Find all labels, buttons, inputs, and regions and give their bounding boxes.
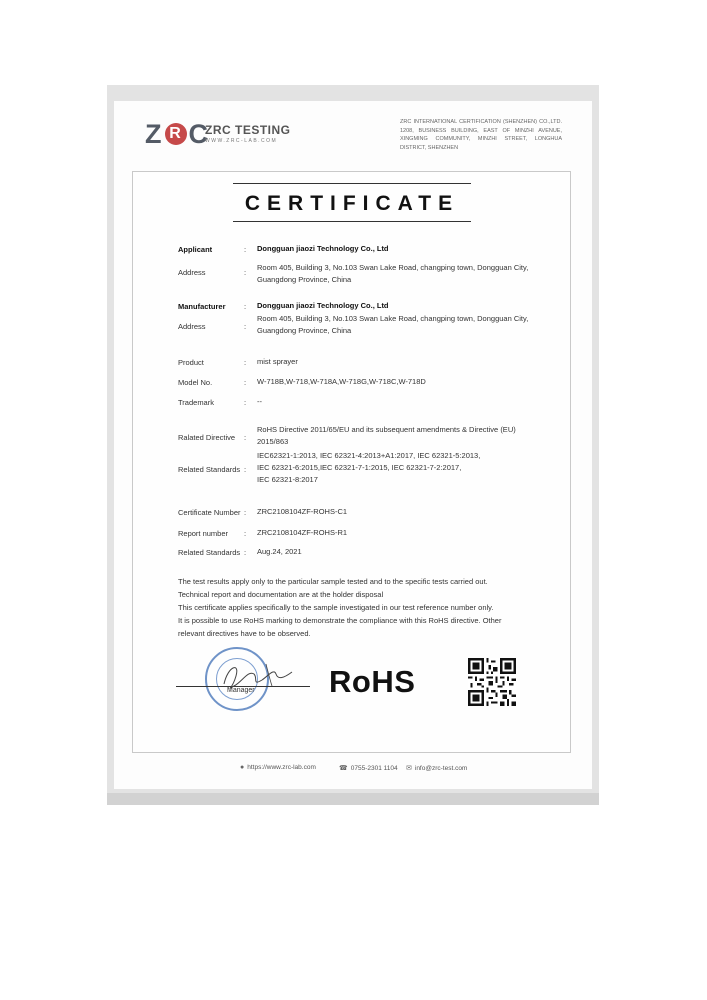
directive-line: 2015/863 xyxy=(257,437,289,446)
statement-line: This certificate applies specifically to the sample investigated in our test reference number only. xyxy=(178,603,494,612)
colon: : xyxy=(244,378,247,387)
colon: : xyxy=(244,508,247,517)
colon: : xyxy=(244,465,247,474)
footer-email-text: info@zrc-test.com xyxy=(414,765,468,772)
title-rule-top xyxy=(233,183,471,184)
colon: : xyxy=(244,398,247,407)
company-website-small: WWW.ZRC-LAB.COM xyxy=(205,138,278,144)
footer-phone-text: 0755-2301 1104 xyxy=(350,765,398,772)
model-value: W-718B,W-718,W-718A,W-718G,W-718C,W-718D xyxy=(257,377,426,386)
manufacturer-value: Dongguan jiaozi Technology Co., Ltd xyxy=(257,301,389,310)
report-number-value: ZRC2108104ZF-ROHS-R1 xyxy=(257,528,348,537)
address-line: Guangdong Province, China xyxy=(257,326,352,335)
statement-line: The test results apply only to the particular sample tested and to the specific tests carried out. xyxy=(178,577,488,586)
product-label: Product xyxy=(178,358,204,367)
statement-line: relevant directives have to be observed. xyxy=(178,629,311,638)
model-label: Model No. xyxy=(178,378,213,387)
company-address: ZRC INTERNATIONAL CERTIFICATION (SHENZHEN) CO.,LTD. 1208, BUSINESS BUILDING, EAST OF MINZHI AVENUE, XINGMING COMMUNITY, MINZHI STREET, LONGHUA DISTRICT, SHENZHEN xyxy=(400,119,562,151)
colon: : xyxy=(244,268,247,277)
manufacturer-label: Manufacturer xyxy=(178,302,226,311)
directive-value xyxy=(257,424,557,448)
date-value: Aug.24, 2021 xyxy=(257,547,302,556)
footer-website xyxy=(240,764,316,771)
standards-line: IEC 62321-6:2015,IEC 62321-7-1:2015, IEC 62321-7-2:2017, xyxy=(257,463,462,472)
statement-line: Technical report and documentation are at the holder disposal xyxy=(178,590,384,599)
colon: : xyxy=(244,322,247,331)
colon: : xyxy=(244,548,247,557)
applicant-address-label: Address xyxy=(178,268,206,277)
colon: : xyxy=(244,302,247,311)
directive-line: RoHS Directive 2011/65/EU and its subsequent amendments & Directive (EU) xyxy=(257,425,516,434)
address-line: Room 405, Building 3, No.103 Swan Lake Road, changping town, Dongguan City, xyxy=(257,314,529,323)
scan-bottom-edge xyxy=(107,793,599,805)
applicant-address-value xyxy=(257,262,557,286)
trademark-label: Trademark xyxy=(178,398,214,407)
rohs-mark: RoHS xyxy=(329,664,416,699)
certificate-number-value: ZRC2108104ZF-ROHS-C1 xyxy=(257,507,348,516)
footer-phone xyxy=(339,764,398,772)
report-number-label: Report number xyxy=(178,529,229,538)
colon: : xyxy=(244,529,247,538)
trademark-value: -- xyxy=(257,397,262,406)
company-name: ZRC TESTING xyxy=(205,123,291,137)
standards-label: Related Standards xyxy=(178,465,241,474)
globe-icon: ● xyxy=(240,764,245,771)
address-line: Room 405, Building 3, No.103 Swan Lake Road, changping town, Dongguan City, xyxy=(257,263,529,272)
manufacturer-address-value xyxy=(257,313,557,337)
statement-line: It is possible to use RoHS marking to demonstrate the compliance with this RoHS directive. Other xyxy=(178,616,502,625)
standards-value xyxy=(257,450,557,486)
date-label: Related Standards xyxy=(178,548,241,557)
directive-label: Ralated Directive xyxy=(178,433,236,442)
applicant-label: Applicant xyxy=(178,245,213,254)
manufacturer-address-label: Address xyxy=(178,322,206,331)
product-value: mist sprayer xyxy=(257,357,298,366)
footer-email xyxy=(406,764,467,772)
standards-line: IEC62321-1:2013, IEC 62321-4:2013+A1:2017, IEC 62321-5:2013, xyxy=(257,451,481,460)
logo-letter-r: R xyxy=(165,123,187,145)
mail-icon: ✉ xyxy=(406,765,412,772)
standards-line: IEC 62321-8:2017 xyxy=(257,475,318,484)
footer-website-text: https://www.zrc-lab.com xyxy=(247,764,316,771)
phone-icon: ☎ xyxy=(339,765,348,772)
logo-letter-z: Z xyxy=(145,118,163,149)
title-rule-bottom xyxy=(233,221,471,222)
zrc-logo xyxy=(145,119,209,149)
statement-block xyxy=(178,575,518,640)
colon: : xyxy=(244,245,247,254)
address-line: Guangdong Province, China xyxy=(257,275,352,284)
certificate-title: CERTIFICATE xyxy=(244,192,460,215)
colon: : xyxy=(244,433,247,442)
logo-letter-c: C xyxy=(188,118,209,149)
certificate-number-label: Certificate Number xyxy=(178,508,241,517)
applicant-value: Dongguan jiaozi Technology Co., Ltd xyxy=(257,244,389,253)
qr-code-icon xyxy=(468,658,516,706)
manager-label: Manager xyxy=(227,687,255,694)
colon: : xyxy=(244,358,247,367)
